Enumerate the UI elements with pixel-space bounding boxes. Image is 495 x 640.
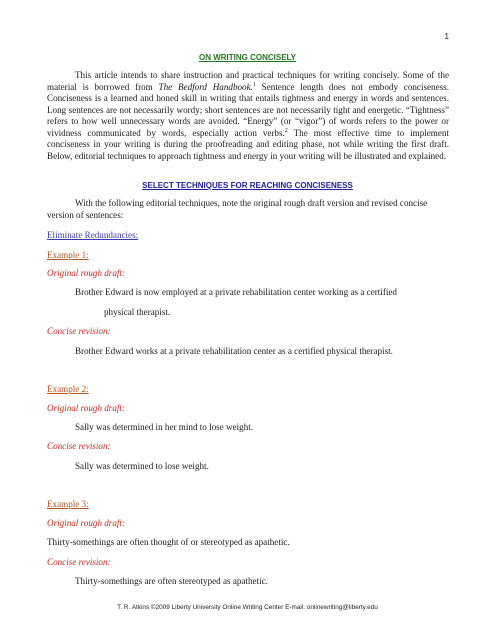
intro-paragraph xyxy=(47,70,449,162)
intro-text-3: The most effective time to implement conciseness in your writing is during the proofreading and editing phase, not while writing the first draft. Below, editorial techniques to approach tightness and energy in your writing will be illustrated and explained. xyxy=(47,127,449,161)
example-2-heading: Example 2: xyxy=(47,384,89,394)
example-1-revision: Brother Edward works at a private rehabilitation center as a certified physical therapist. xyxy=(75,346,393,356)
example-3-original-line-1: Thirty-somethings are often thought of or stereotyped as apathetic. xyxy=(47,537,290,547)
page-footer: T. R. Atkins ©2009 Liberty University Online Writing Center E-mail: onlinewriting@liberty.edu xyxy=(117,604,378,611)
footnote-ref-2[interactable]: 2 xyxy=(284,127,288,134)
footnote-ref-1[interactable]: 1 xyxy=(252,81,256,88)
example-3-original-label: Original rough draft: xyxy=(47,518,125,528)
section-intro: With the following editorial techniques, note the original rough draft version and revised concise version of sentences: xyxy=(47,198,428,220)
example-1-original-line-2: physical therapist. xyxy=(104,307,171,317)
example-3-revision-label: Concise revision: xyxy=(47,557,111,567)
example-3-heading: Example 3: xyxy=(47,499,89,509)
example-1-original-label: Original rough draft: xyxy=(47,268,125,278)
document-title: ON WRITING CONCISELY xyxy=(198,53,297,62)
example-1-heading: Example 1: xyxy=(47,250,89,260)
example-3-revision: Thirty-somethings are often stereotyped as apathetic. xyxy=(75,576,268,586)
book-title: The Bedford Handbook. xyxy=(158,81,253,92)
intro-text-2: Sentence length does not embody conciseness. Conciseness is a learned and honed skill in writing that entails tightness and energy in words and sentences. Long sentences are not necessarily wordy; short sentences are not necessarily tight and energetic. “Tightness” refers to how well unnecessary words are avoided. “Energy” (or “vigor”) of words refers to the power or vividness communicated by words, especially action verbs. xyxy=(47,81,449,138)
subsection-heading: Eliminate Redundancies: xyxy=(47,230,139,240)
example-1-original-line-1: Brother Edward is now employed at a private rehabilitation center working as a certified xyxy=(75,287,397,297)
example-2-original-label: Original rough draft: xyxy=(47,403,125,413)
page-number: 1 xyxy=(444,32,449,41)
example-2-revision-label: Concise revision: xyxy=(47,441,111,451)
section-title: SELECT TECHNIQUES FOR REACHING CONCISENESS xyxy=(142,181,353,190)
example-2-revision: Sally was determined to lose weight. xyxy=(75,461,209,471)
intro-text-1: This article intends to share instruction and practical techniques for writing concisely. Some of the material is borrowed from xyxy=(47,70,449,92)
example-1-revision-label: Concise revision: xyxy=(47,326,111,336)
example-2-original-line-1: Sally was determined in her mind to lose weight. xyxy=(75,422,254,432)
